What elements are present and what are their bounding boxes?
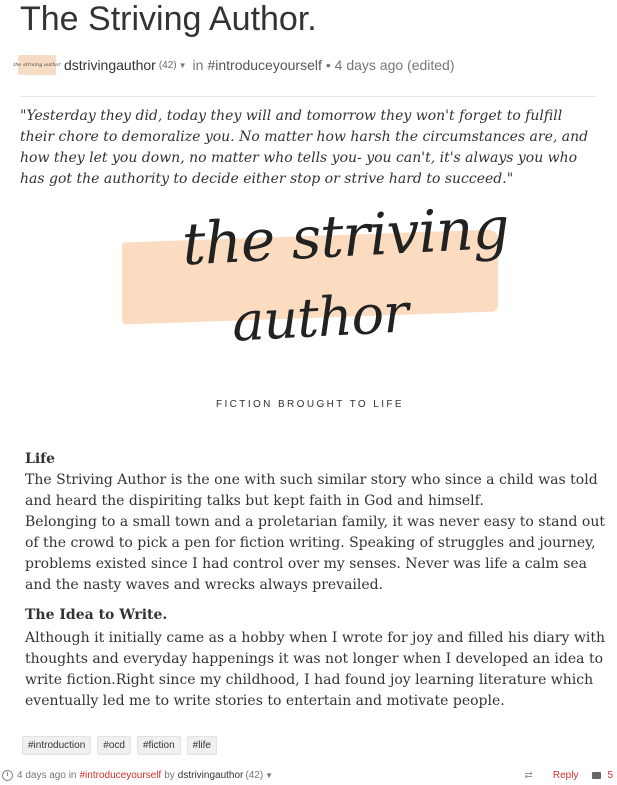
- banner-tagline: FICTION BROUGHT TO LIFE: [216, 399, 404, 410]
- author-reputation: (42): [158, 59, 177, 71]
- footer-reputation: (42): [245, 770, 264, 781]
- clock-icon: [2, 770, 13, 781]
- section-life: [25, 449, 605, 596]
- caret-down-icon[interactable]: ▼: [265, 771, 274, 780]
- avatar[interactable]: [13, 55, 61, 75]
- category-link[interactable]: #introduceyourself: [207, 57, 322, 73]
- avatar-text: the striving author: [13, 61, 61, 68]
- share-icon[interactable]: ⇄: [524, 770, 533, 781]
- tag-fiction[interactable]: #fiction: [137, 736, 181, 755]
- banner-line-1: the striving: [180, 193, 511, 279]
- banner-image: [122, 193, 511, 420]
- footer-time: 4 days ago in: [17, 770, 77, 781]
- paragraph: Belonging to a small town and a proletarian family, it was never easy to stand out of the crowd to pick a pen for fiction writing. Speaking of struggles and journey, problems existed since I had control over my senses. Never was life a calm sea and the nasty waves and wrecks always prevailed.: [25, 514, 605, 593]
- tag-list: [22, 736, 217, 755]
- footer-by: by: [164, 770, 175, 781]
- section-heading: The Idea to Write.: [25, 607, 168, 623]
- divider: [20, 96, 596, 97]
- post-time: • 4 days ago (edited): [325, 57, 455, 73]
- footer-author-link[interactable]: dstrivingauthor: [177, 770, 244, 781]
- comment-icon[interactable]: [592, 772, 601, 779]
- tag-ocd[interactable]: #ocd: [97, 736, 131, 755]
- author-link[interactable]: dstrivingauthor: [64, 57, 156, 73]
- paragraph: The Striving Author is the one with such similar story who since a child was told and heard the dispiriting talks but kept faith in God and himself.: [25, 472, 598, 509]
- in-label: in: [192, 57, 204, 73]
- banner-line-2: author: [230, 281, 410, 354]
- post-title: The Striving Author.: [20, 0, 317, 38]
- reply-button[interactable]: Reply: [552, 770, 579, 781]
- comment-count: 5: [607, 770, 613, 781]
- author-row: [13, 54, 455, 76]
- caret-down-icon[interactable]: ▼: [178, 60, 187, 70]
- section-idea: [25, 605, 605, 712]
- footer-category-link[interactable]: #introduceyourself: [79, 770, 162, 781]
- tag-life[interactable]: #life: [187, 736, 217, 755]
- tag-introduction[interactable]: #introduction: [22, 736, 91, 755]
- paragraph: Although it initially came as a hobby when I wrote for joy and filled his diary with thoughts and everyday happenings it was not longer when I developed an idea to write fiction.Right since my childhood, I had found joy learning literature which eventually led me to write stories to entertain and motivate people.: [25, 630, 606, 709]
- quote-text: "Yesterday they did, today they will and tomorrow they won't forget to fulfill their chore to demoralize you. No matter how harsh the circumstances are, and how they let you down, no matter who tells you- you can't, it's always you who has got the authority to decide either stop or strive hard to succeed.": [20, 108, 589, 187]
- section-heading: Life: [25, 451, 56, 467]
